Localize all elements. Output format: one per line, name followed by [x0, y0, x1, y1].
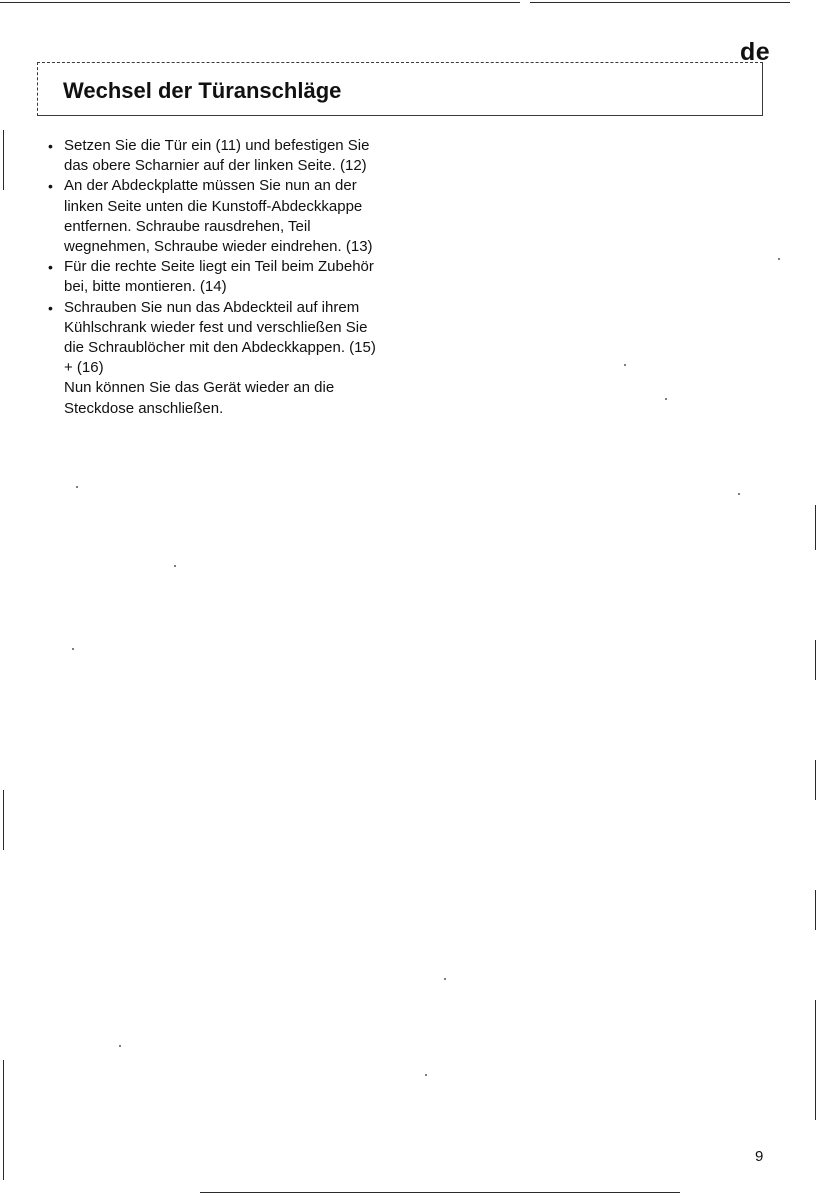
closing-text: Nun können Sie das Gerät wieder an die Steckdose anschließen.: [64, 379, 335, 417]
bullet-icon: •: [48, 299, 53, 316]
list-item: [48, 136, 388, 176]
scan-line-right-low: [815, 890, 816, 930]
page-title: Wechsel der Türanschläge: [63, 78, 342, 103]
list-item: [48, 257, 388, 297]
scan-line-top-right: [530, 2, 790, 3]
list-item-text: Setzen Sie die Tür ein (11) und befestigen Sie das obere Scharnier auf der linken Seite. (12): [64, 137, 370, 175]
scan-line-right-mid2: [815, 760, 816, 800]
scan-speck: [738, 493, 740, 495]
scan-line-right: [815, 505, 816, 550]
scan-speck: [76, 486, 78, 488]
language-code: de: [740, 38, 771, 66]
list-item-text: Schrauben Sie nun das Abdeckteil auf ihrem Kühlschrank wieder fest und verschließen Sie die Schraublöcher mit den Abdeckkappen. (15) + (16): [64, 298, 376, 377]
scan-speck: [624, 364, 626, 366]
scan-speck: [778, 258, 780, 260]
scan-line-top: [0, 2, 520, 3]
scan-speck: [425, 1074, 427, 1076]
list-item-text: An der Abdeckplatte müssen Sie nun an der linken Seite unten die Kunstoff-Abdeckkappe entfernen. Schraube rausdrehen, Teil wegnehmen, Schraube wieder eindrehen. (13): [64, 177, 373, 256]
bullet-icon: •: [48, 138, 53, 154]
instruction-list: [48, 136, 388, 378]
scan-line-right-bottom: [815, 1000, 816, 1120]
scan-line-bottom: [200, 1192, 680, 1193]
instructions: [48, 136, 388, 419]
list-item: [48, 298, 388, 379]
list-item-text: Für die rechte Seite liegt ein Teil beim Zubehör bei, bitte montieren. (14): [64, 258, 374, 296]
scan-speck: [444, 978, 446, 980]
scan-line-left: [3, 130, 4, 190]
scan-speck: [665, 398, 667, 400]
scan-line-right-mid: [815, 640, 816, 680]
bullet-icon: •: [48, 259, 53, 276]
scan-speck: [119, 1045, 121, 1047]
list-item: [48, 176, 388, 257]
scan-line-left-lower: [3, 790, 4, 850]
scan-speck: [72, 648, 74, 650]
bullet-icon: •: [48, 178, 53, 195]
scan-speck: [174, 565, 176, 567]
scan-line-left-bottom: [3, 1060, 4, 1180]
page-number: 9: [755, 1148, 764, 1165]
